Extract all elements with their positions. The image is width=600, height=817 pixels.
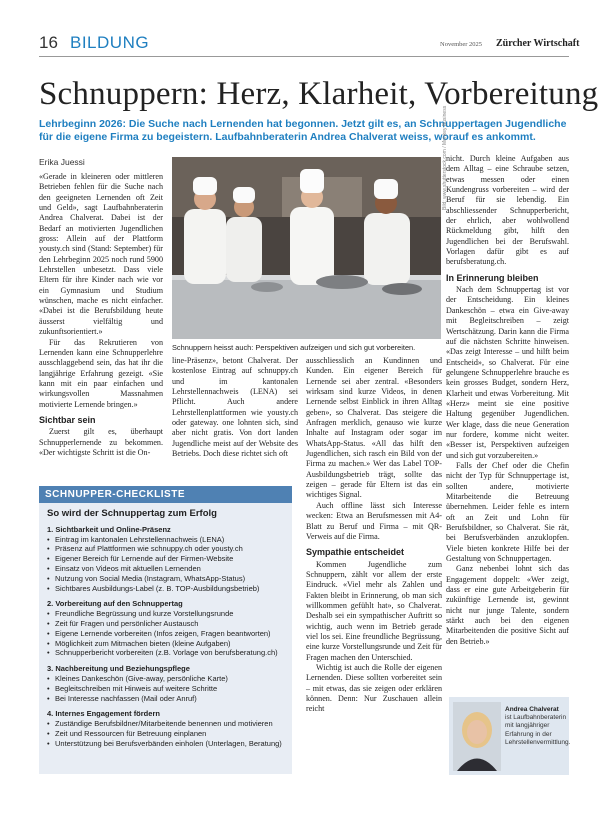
issue-date: November 2025 bbox=[440, 41, 483, 48]
checklist-item: • Präsenz auf Plattformen wie schnuppy.ch oder yousty.ch bbox=[47, 544, 284, 554]
paragraph: ausschliesslich an Kundinnen und Kunden. Ein eigener Bereich für Lernende sei aber zentral. «Besonders wirksam sind kurze Videos, in denen Lernende selbst Einblick in ihren Alltag geben», so Chalverat. Das steigere die Anfragen merklich, genauso wie kurze Inhalte auf Instagram oder sogar im WhatsApp-Status. «All das hilft den Jugendlichen, sich rasch ein Bild von der Firma zu machen.» Wer das Label TOP-Ausbildungsbetrieb trägt, sollte das zeigen – gerade für Eltern ist das ein wichtiges Signal. bbox=[306, 356, 442, 500]
checklist-item: • Einsatz von Videos mit aktuellen Lernenden bbox=[47, 564, 284, 574]
checklist-item: • Unterstützung bei Berufsverbänden einholen (Unterlagen, Beratung) bbox=[47, 739, 284, 749]
column-3 bbox=[306, 356, 442, 715]
column-1 bbox=[39, 172, 163, 458]
checklist-item: • Zeit und Ressourcen für Betreuung einplanen bbox=[47, 729, 284, 739]
photo-caption: Schnuppern heisst auch: Perspektiven aufzeigen und sich gut vorbereiten. bbox=[172, 343, 416, 352]
schnupper-checklist bbox=[39, 486, 292, 774]
checklist-section bbox=[47, 664, 284, 703]
kitchen-photo bbox=[172, 157, 441, 339]
paragraph: Auch offline lässt sich Interesse wecken: Etwa an Berufsmessen mit A4-Blatt zu Beruf und Firma – mit QR-Verweis auf die Firma. bbox=[306, 500, 442, 541]
paragraph: «Gerade in kleineren oder mittleren Betrieben fehlen für die Suche nach den geeigneten Lernenden oft Zeit und Geld», sagt Laufbahnberaterin Andrea Chalverat. Dabei ist der Bedarf an motivierten Jugendlichen gross: Allein auf der Plattform yousty.ch sind (Stand: September) für den Lehrbeginn 2025 noch rund 5900 Lehrstellen unbesetzt. Dass viele Eltern für ihre Kinder nach wie vor ein Gymnasium und Studium wünschen, mache es nicht einfacher. «Dabei ist die Berufsbildung heute äusserst vielfältig und zukunftsorientiert.» bbox=[39, 172, 163, 337]
column-2 bbox=[172, 356, 298, 459]
paragraph: nicht. Durch kleine Aufgaben aus dem Alltag – eine Schraube setzen, etwas messen oder einen Kundengruss vorbereiten – wird der Beruf für sie lebendig. Ein abschliessender Schnupperbericht, der ehrlich, aber wohlwollend Rückmeldung gibt, hilft den Jugendlichen bei der Berufswahl. Vorlagen dafür gibt es auf berufsberatung.ch. bbox=[446, 154, 569, 267]
checklist-item: • Nutzung von Social Media (Instagram, WhatsApp-Status) bbox=[47, 574, 284, 584]
author-byline: Erika Juessi bbox=[39, 157, 85, 167]
headline: Schnuppern: Herz, Klarheit, Vorbereitung bbox=[39, 76, 599, 112]
subheading: Sympathie entscheidet bbox=[306, 547, 405, 558]
checklist-section-heading: 2. Vorbereitung auf den Schnuppertag bbox=[47, 599, 183, 609]
publication-name: Zürcher Wirtschaft bbox=[496, 38, 580, 49]
portrait-name: Andrea Chalverat bbox=[505, 706, 559, 713]
paragraph: Falls der Chef oder die Chefin nicht der Typ für Schnuppertage ist, sollten andere, motivierte Mitarbeitende die Betreuung übernehmen. Leider fehle es intern oft an Zeit und Lohn für Berufsbildner, so Chalverat. Sie rät, bei Berufsverbänden anzuklopfen. Viele bieten konkrete Hilfe bei der Gestaltung von Schnuppertagen. bbox=[446, 460, 569, 564]
checklist-main-heading: So wird der Schnuppertag zum Erfolg bbox=[47, 508, 217, 519]
portrait-description: ist Laufbahnberaterin mit langjähriger Erfahrung in der Lehrstellenvermittlung. bbox=[505, 714, 571, 746]
paragraph: Nach dem Schnuppertag ist vor der Entscheidung. Ein kleines Dankeschön – etwa ein Give-away mit Begleitschreiben – zeigt Wertschätzung. Darin kann die Firma auf die nächsten Schritte hinweisen. «Das zeigt Interesse – und hilft beim Entscheid», so Chalverat. Für eine gelungene Schnupperlehre brauche es kein grosses Budget, sondern Herz, Klarheit und etwas Vorbereitung. Mit «Herz» meint sie eine positive Haltung gegenüber Jugendlichen. Wer klage, dass die neue Generation nur fordere, komme nicht weiter. «Besser ist, Perspektiven aufzeigen und sich gut vorzubereiten.» bbox=[446, 285, 569, 460]
checklist-section-heading: 1. Sichtbarkeit und Online-Präsenz bbox=[47, 524, 171, 534]
subheading: Sichtbar sein bbox=[39, 414, 96, 425]
checklist-item: • Eigene Lernende vorbereiten (Infos zeigen, Fragen beantworten) bbox=[47, 629, 284, 639]
checklist-item: • Möglichkeit zum Mitmachen bieten (kleine Aufgaben) bbox=[47, 639, 284, 649]
checklist-section-heading: 4. Internes Engagement fördern bbox=[47, 709, 160, 719]
checklist-section bbox=[47, 525, 284, 594]
checklist-title: SCHNUPPER-CHECKLISTE bbox=[39, 486, 292, 503]
header-rule bbox=[39, 56, 569, 57]
page-number: 16 bbox=[39, 33, 58, 52]
column-4 bbox=[446, 154, 569, 647]
checklist-item: • Kleines Dankeschön (Give-away, persönliche Karte) bbox=[47, 674, 284, 684]
checklist-item: • Freundliche Begrüssung und kurze Vorstellungsrunde bbox=[47, 609, 284, 619]
checklist-section-heading: 3. Nachbereitung und Beziehungspflege bbox=[47, 664, 190, 674]
portrait-photo bbox=[453, 702, 501, 771]
paragraph: Zuerst gilt es, überhaupt Schnupperlernende zu bekommen. «Der wichtigste Schritt ist die On- bbox=[39, 427, 163, 457]
checklist-item: • Zeit für Fragen und persönlicher Austausch bbox=[47, 619, 284, 629]
checklist-item: • Schnupperbericht vorbereiten (z.B. Vorlage von berufsberatung.ch) bbox=[47, 648, 284, 658]
paragraph: Für das Rekrutieren von Lernenden kann eine Schnupperlehre ausschlaggebend sein, das hat ihr die langjährige Erfahrung gezeigt. «Sie kann mit ein paar einfachen und wirkungsvollen Massnahmen motivierte Lernende bringen.» bbox=[39, 337, 163, 409]
paragraph: line-Präsenz», betont Chalverat. Der kostenlose Eintrag auf schnuppy.ch und im kantonalen Lehrstellennachweis (LENA) sei Pflicht. Auch andere Lehrstellenplattformen wie yousty.ch oder gateway. one lohnten sich, sind aber nicht gratis. Von dort landen Jugendliche meist auf der Website des Betriebs. Doch diese richtet sich oft bbox=[172, 356, 298, 459]
checklist-item: • Eintrag im kantonalen Lehrstellennachweis (LENA) bbox=[47, 535, 284, 545]
checklist-item: • Eigener Bereich für Lernende auf der Firmen-Website bbox=[47, 554, 284, 564]
paragraph: Ganz nebenbei lohnt sich das Engagement doppelt: «Wer zeigt, dass er eine gute Arbeitgeberin für zukünftige Lernende ist, gewinnt nicht nur junge Talente, sondern stärkt auch bei den eigenen Mitarbeitenden die positive Sicht auf den Betrieb.» bbox=[446, 564, 569, 646]
checklist-section bbox=[47, 709, 284, 748]
checklist-item: • Sichtbares Ausbildungs-Label (z. B. TOP-Ausbildungsbetrieb) bbox=[47, 584, 284, 594]
checklist-item: • Bei Interesse nachfassen (Mail oder Anruf) bbox=[47, 694, 284, 704]
photo-credit: Bild: www.shutterstock.com / Monkey Business bbox=[442, 105, 448, 210]
portrait-illustration bbox=[453, 702, 501, 771]
checklist-item: • Zuständige Berufsbildner/Mitarbeitende benennen und motivieren bbox=[47, 719, 284, 729]
checklist-item: • Begleitschreiben mit Hinweis auf weitere Schritte bbox=[47, 684, 284, 694]
section-title: BILDUNG bbox=[70, 33, 150, 52]
lead-text: Lehrbeginn 2026: Die Suche nach Lernenden hat begonnen. Jetzt gilt es, an Schnuppertagen Jugendliche für die eigene Firma zu begeistern. Laufbahnberaterin Andrea Chalverat weiss, worauf es ankommt. bbox=[39, 118, 567, 143]
subheading: In Erinnerung bleiben bbox=[446, 272, 539, 283]
portrait-caption bbox=[505, 706, 569, 747]
paragraph: Kommen Jugendliche zum Schnuppern, zählt vor allem der erste Eindruck. «Viel mehr als Zahlen und Fakten bleibt in Erinnerung, ob man sich willkommen gefühlt hat», so Chalverat. Deshalb sei ein sympathischer Auftritt so wichtig, auch wenn im Betrieb gerade viel los sei. Eine freundliche Begrüssung, eine kurze Vorstellungsrunde und Zeit für Fragen machen den Unterschied. bbox=[306, 559, 442, 662]
paragraph: Wichtig ist auch die Rolle der eigenen Lernenden. Diese sollten vorbereitet sein – mit etwas, das sie zeigen oder erklären können. Denn: Nur Zuschauen allein reicht bbox=[306, 662, 442, 714]
checklist-section bbox=[47, 599, 284, 658]
chefs-illustration bbox=[172, 157, 441, 339]
